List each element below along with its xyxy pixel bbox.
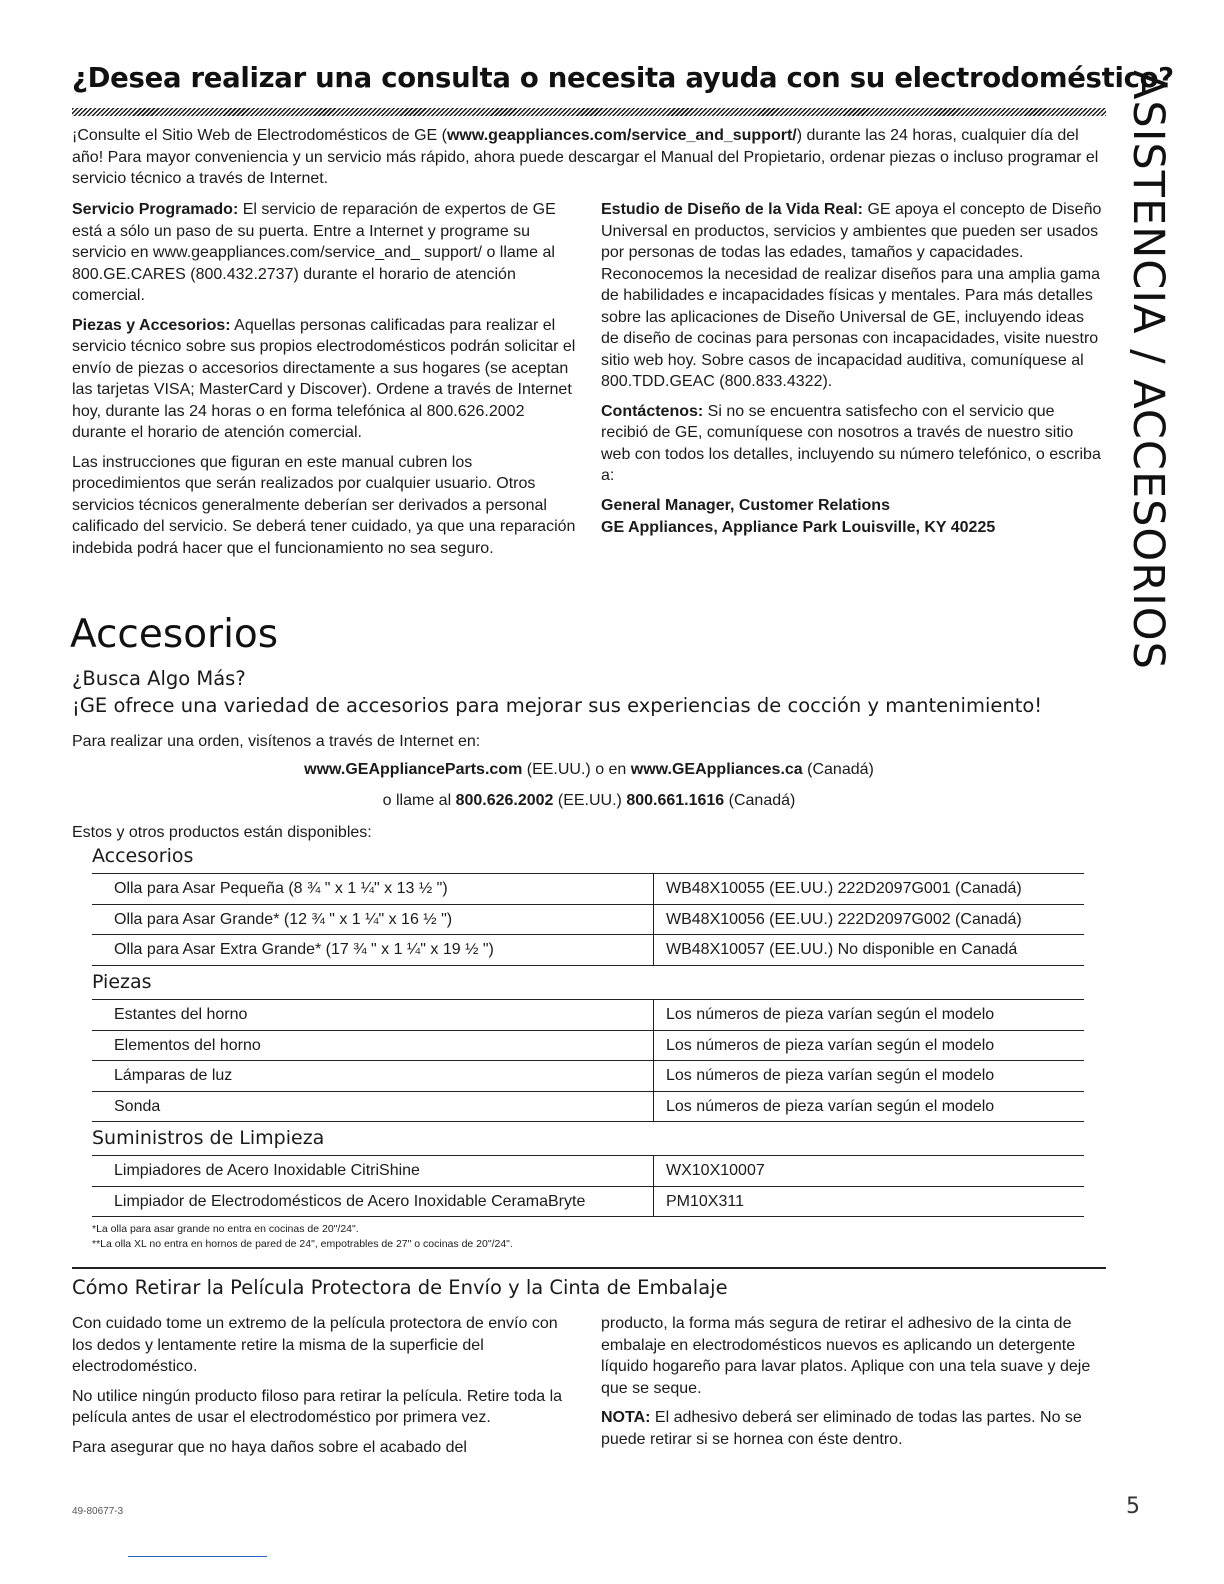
group-heading-accesorios: Accesorios xyxy=(92,845,194,867)
website-ca-link[interactable]: www.GEAppliances.ca xyxy=(630,761,803,778)
scheduled-service-label: Servicio Programado: xyxy=(72,201,239,218)
website-us-link[interactable]: www.GEApplianceParts.com xyxy=(304,761,523,778)
item-name: Limpiadores de Acero Inoxidable CitriShine xyxy=(92,1156,654,1186)
phone-us-country: (EE.UU.) xyxy=(553,792,627,809)
contact-paragraph xyxy=(601,401,1106,487)
side-tab-label: ASISTENCIA / ACCESORIOS xyxy=(1123,70,1173,670)
accessories-subtitle: ¿Busca Algo Más? xyxy=(72,667,246,690)
bottom-accent-line xyxy=(128,1556,267,1557)
right-column xyxy=(601,199,1106,539)
removal-paragraph-2: No utilice ningún producto filoso para retirar la película. Retire toda la película antes de usar el electrodoméstico por primera vez. xyxy=(72,1387,563,1426)
item-part-number: PM10X311 xyxy=(666,1192,744,1210)
table-row xyxy=(92,874,1084,905)
parts-accessories-text: Aquellas personas calificadas para realizar el servicio técnico sobre sus propios electrodomésticos podrán solicitar el envío de piezas o accesorios directamente a sus hogares (se aceptan las tarjetas VISA; MasterCard y Discover). Ordene a través de Internet hoy, durante las 24 horas o en forma telefónica al 800.626.2002 durante el horario de atención comercial. xyxy=(72,316,576,441)
page-title: ¿Desea realizar una consulta o necesita ayuda con su electrodoméstico? xyxy=(72,62,1174,94)
scheduled-service-text: El servicio de reparación de expertos de GE está a sólo un paso de su puerta. Entre a Internet y programe su servicio en www.geappliances.com/service_and_ support/ o llame al 800.GE.CARES (800.432.2737) durante el horario de atención comercial. xyxy=(72,201,556,304)
note-paragraph xyxy=(601,1407,1106,1450)
universal-design-paragraph xyxy=(601,199,1106,393)
universal-design-label: Estudio de Diseño de la Vida Real: xyxy=(601,201,863,218)
note-text: El adhesivo deberá ser eliminado de todas las partes. No se puede retirar si se hornea con éste dentro. xyxy=(601,1409,1082,1448)
intro-text-after: ) durante las 24 horas, cualquier día del año! Para mayor conveniencia y un servicio más rápido, ahora puede descargar el Manual del Propietario, ordenar piezas o incluso programar el servicio técnico a través de Internet. xyxy=(72,127,1099,187)
item-part-number: WB48X10055 (EE.UU.) 222D2097G001 (Canadá) xyxy=(666,880,1022,897)
table-row xyxy=(92,1000,1084,1031)
page-number: 5 xyxy=(1126,1494,1140,1519)
order-phones xyxy=(72,792,1106,810)
intro-text-before: ¡Consulte el Sitio Web de Electrodomésticos de GE ( xyxy=(72,127,447,144)
table-row xyxy=(92,1092,1084,1123)
item-name: Elementos del horno xyxy=(92,1031,654,1061)
footnote-large-pan: *La olla para asar grande no entra en cocinas de 20"/24". xyxy=(92,1223,359,1235)
item-name: Lámparas de luz xyxy=(92,1061,654,1091)
cleaning-supplies-table xyxy=(92,1155,1084,1217)
address-line-1: General Manager, Customer Relations xyxy=(601,496,890,514)
phone-prefix: o llame al xyxy=(382,792,456,809)
intro-paragraph xyxy=(72,125,1102,190)
products-available: Estos y otros productos están disponibles: xyxy=(72,824,372,841)
phone-ca: 800.661.1616 xyxy=(626,792,725,809)
item-part-number: Los números de pieza varían según el modelo xyxy=(666,1067,995,1084)
phone-us: 800.626.2002 xyxy=(455,792,554,809)
left-column xyxy=(72,199,577,567)
universal-design-text: GE apoya el concepto de Diseño Universal en productos, servicios y ambientes que pueden ser usados por personas de todas las edades, tamaños y capacidades. Reconocemos la necesidad de realizar diseños para una amplia gama de habilidades e incapacidades físicas y mentales. Para más detalles sobre las aplicaciones de Diseño Universal de GE, incluyendo ideas de diseño de cocinas para personas con incapacidades, visite nuestro sitio web hoy. Sobre casos de incapacidad auditiva, comuníquese al 800.TDD.GEAC (800.833.4322). xyxy=(601,201,1102,390)
parts-table xyxy=(92,999,1084,1122)
item-part-number: Los números de pieza varían según el modelo xyxy=(666,1006,995,1023)
footnotes xyxy=(92,1222,513,1252)
footnote-xl-pan: **La olla XL no entra en hornos de pared de 24", empotrables de 27" o cocinas de 20"/24". xyxy=(92,1238,513,1250)
instructions-paragraph: Las instrucciones que figuran en este manual cubren los procedimientos que serán realizados por cualquier usuario. Otros servicios técnicos generalmente deberían ser derivados a personal calificado del servicio. Se deberá tener cuidado, ya que una reparación indebida podrá hacer que el funcionamiento no sea seguro. xyxy=(72,453,576,557)
item-part-number: WB48X10056 (EE.UU.) 222D2097G002 (Canadá) xyxy=(666,910,1022,928)
item-part-number: WX10X10007 xyxy=(666,1162,765,1179)
table-row xyxy=(92,1031,1084,1062)
table-row xyxy=(92,1156,1084,1187)
item-name: Estantes del horno xyxy=(92,1000,654,1030)
scheduled-service-paragraph xyxy=(72,199,577,307)
removal-right-column xyxy=(601,1313,1106,1458)
contact-text: Si no se encuentra satisfecho con el servicio que recibió de GE, comuníquese con nosotros a través de nuestro sitio web con todos los detalles, incluyendo su número telefónico, o escriba a: xyxy=(601,402,1101,484)
phone-ca-country: (Canadá) xyxy=(724,792,796,809)
item-name: Limpiador de Electrodomésticos de Acero Inoxidable CeramaBryte xyxy=(92,1187,654,1217)
group-heading-piezas: Piezas xyxy=(92,971,152,993)
parts-accessories-label: Piezas y Accesorios: xyxy=(72,316,231,334)
accessories-title: Accesorios xyxy=(70,612,279,657)
accessories-table xyxy=(92,873,1084,966)
note-label: NOTA: xyxy=(601,1409,651,1426)
accessories-promo: ¡GE ofrece una variedad de accesorios para mejorar sus experiencias de cocción y mantenimiento! xyxy=(72,694,1043,717)
item-name: Olla para Asar Pequeña (8 ¾ " x 1 ¼" x 13 ½ ") xyxy=(92,874,654,904)
parts-accessories-paragraph xyxy=(72,315,577,444)
website-ca-country: (Canadá) xyxy=(802,761,874,778)
table-row xyxy=(92,905,1084,936)
group-heading-limpieza: Suministros de Limpieza xyxy=(92,1127,325,1149)
item-part-number: Los números de pieza varían según el modelo xyxy=(666,1097,995,1115)
title-hatch-rule xyxy=(72,108,1106,116)
document-number: 49-80677-3 xyxy=(72,1506,124,1517)
contact-label: Contáctenos: xyxy=(601,402,704,420)
order-intro: Para realizar una orden, visítenos a través de Internet en: xyxy=(72,733,481,750)
removal-paragraph-3: Para asegurar que no haya daños sobre el acabado del xyxy=(72,1438,467,1456)
removal-left-column xyxy=(72,1313,577,1466)
removal-section-title: Cómo Retirar la Película Protectora de Envío y la Cinta de Embalaje xyxy=(72,1276,728,1299)
removal-paragraph-4: producto, la forma más segura de retirar el adhesivo de la cinta de embalaje en electrodomésticos nuevos es aplicando un detergente líquido hogareño para lavar platos. Aplique con una tela suave y deje que se seque. xyxy=(601,1315,1091,1397)
table-row xyxy=(92,1061,1084,1092)
address-line-2: GE Appliances, Appliance Park Louisville, KY 40225 xyxy=(601,518,996,536)
item-part-number: Los números de pieza varían según el modelo xyxy=(666,1036,995,1054)
intro-website-link[interactable]: www.geappliances.com/service_and_support/ xyxy=(446,127,797,144)
order-websites xyxy=(72,761,1106,779)
item-name: Sonda xyxy=(92,1092,654,1122)
item-part-number: WB48X10057 (EE.UU.) No disponible en Canadá xyxy=(666,941,1018,958)
item-name: Olla para Asar Grande* (12 ¾ " x 1 ¼" x 16 ½ ") xyxy=(92,905,654,935)
removal-paragraph-1: Con cuidado tome un extremo de la película protectora de envío con los dedos y lentamente retire la misma de la superficie del electrodoméstico. xyxy=(72,1315,558,1375)
table-row xyxy=(92,935,1084,966)
website-us-country: (EE.UU.) o en xyxy=(522,761,631,778)
section-divider xyxy=(72,1267,1106,1269)
item-name: Olla para Asar Extra Grande* (17 ¾ " x 1 ¼" x 19 ½ ") xyxy=(92,935,654,965)
table-row xyxy=(92,1187,1084,1218)
